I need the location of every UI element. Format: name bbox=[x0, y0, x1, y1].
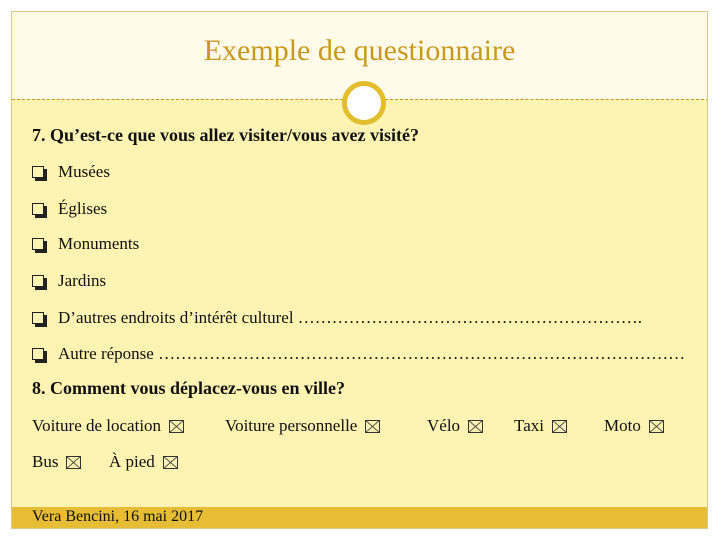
checkbox-bullet-icon[interactable] bbox=[32, 275, 44, 287]
title-divider-left bbox=[12, 99, 343, 100]
option-rental-car[interactable] bbox=[32, 416, 184, 436]
transport-row-1 bbox=[32, 416, 692, 438]
option-label: Musées bbox=[58, 162, 110, 181]
option-label: Églises bbox=[58, 199, 108, 218]
option-label: Voiture personnelle bbox=[225, 416, 358, 435]
option-label: Jardins bbox=[58, 271, 107, 290]
decorative-circle-icon bbox=[342, 81, 386, 125]
checkbox-bullet-icon[interactable] bbox=[32, 238, 44, 250]
option-label: D’autres endroits d’intérêt culturel ……………………………………………………. bbox=[58, 308, 643, 327]
option-bike[interactable] bbox=[427, 416, 483, 436]
checkbox-bullet-icon[interactable] bbox=[32, 203, 44, 215]
option-label: À pied bbox=[109, 452, 155, 471]
crossed-box-icon[interactable] bbox=[169, 420, 184, 433]
crossed-box-icon[interactable] bbox=[365, 420, 380, 433]
crossed-box-icon[interactable] bbox=[163, 456, 178, 469]
option-label: Monuments bbox=[58, 234, 140, 253]
checkbox-bullet-icon[interactable] bbox=[32, 166, 44, 178]
option-motorbike[interactable] bbox=[604, 416, 664, 436]
title-divider-right bbox=[385, 99, 708, 100]
question-7: 7. Qu’est-ce que vous allez visiter/vous avez visité? bbox=[32, 125, 419, 145]
crossed-box-icon[interactable] bbox=[552, 420, 567, 433]
option-bus[interactable] bbox=[32, 452, 81, 472]
option-churches[interactable] bbox=[32, 199, 107, 219]
crossed-box-icon[interactable] bbox=[649, 420, 664, 433]
crossed-box-icon[interactable] bbox=[66, 456, 81, 469]
option-monuments[interactable] bbox=[32, 234, 139, 254]
option-label: Autre réponse ………………………………………………………………………………… bbox=[58, 344, 686, 363]
option-label: Bus bbox=[32, 452, 59, 471]
option-other-answer[interactable] bbox=[32, 344, 685, 364]
option-gardens[interactable] bbox=[32, 271, 106, 291]
option-label: Voiture de location bbox=[32, 416, 162, 435]
question-8: 8. Comment vous déplacez-vous en ville? bbox=[32, 378, 345, 398]
option-label: Moto bbox=[604, 416, 641, 435]
option-personal-car[interactable] bbox=[225, 416, 380, 436]
option-label: Vélo bbox=[427, 416, 461, 435]
option-taxi[interactable] bbox=[514, 416, 567, 436]
option-museums[interactable] bbox=[32, 162, 110, 182]
footer-bar bbox=[12, 507, 707, 528]
checkbox-bullet-icon[interactable] bbox=[32, 312, 44, 324]
footer-text: Vera Bencini, 16 mai 2017 bbox=[32, 508, 204, 525]
option-label: Taxi bbox=[514, 416, 544, 435]
slide-title: Exemple de questionnaire bbox=[203, 34, 516, 67]
slide-frame bbox=[11, 11, 708, 529]
crossed-box-icon[interactable] bbox=[468, 420, 483, 433]
option-other-places[interactable] bbox=[32, 308, 642, 328]
checkbox-bullet-icon[interactable] bbox=[32, 348, 44, 360]
option-walking[interactable] bbox=[109, 452, 178, 472]
transport-row-2 bbox=[32, 452, 332, 474]
